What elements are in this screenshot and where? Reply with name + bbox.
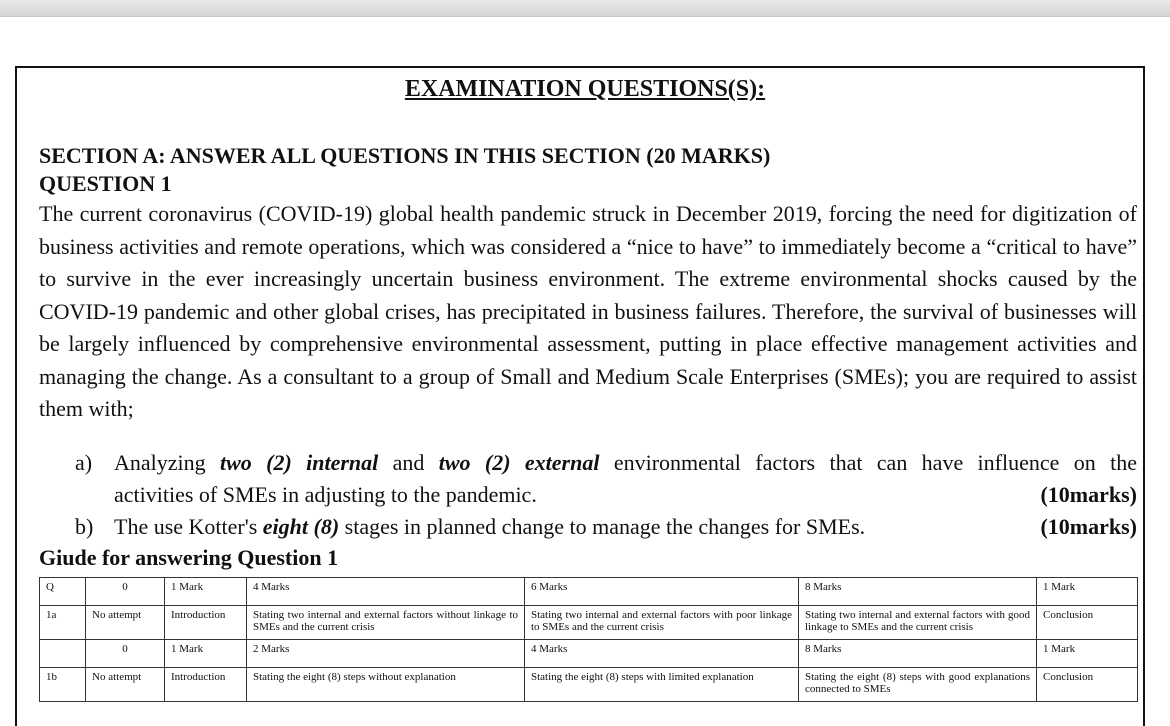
rubric-cell: 1 Mark (165, 640, 247, 668)
rubric-cell (40, 640, 86, 668)
part-a-emph-internal: two (2) internal (220, 450, 379, 475)
part-a-t3: environmental factors that can have influence on the (599, 450, 1137, 475)
rubric-cell: No attempt (86, 606, 165, 640)
rubric-cell: 4 Marks (525, 640, 799, 668)
rubric-row-1b (40, 668, 1138, 702)
rubric-cell: 0 (86, 640, 165, 668)
rubric-cell: Stating two internal and external factors with poor linkage to SMEs and the current crisis (525, 606, 799, 640)
part-b-emph-eight: eight (8) (262, 514, 340, 539)
part-a-marks: (10marks) (1040, 482, 1137, 507)
rubric-cell: 8 Marks (799, 640, 1037, 668)
rubric-cell: 1a (40, 606, 86, 640)
part-b-text (114, 511, 865, 543)
rubric-cell: Introduction (165, 606, 247, 640)
rubric-cell: 6 Marks (525, 578, 799, 606)
part-b-label: b) (75, 514, 94, 539)
part-b-t1: The use Kotter's (114, 514, 263, 539)
exam-title: EXAMINATION QUESTIONS(S): (404, 76, 766, 102)
rubric-cell: 1 Mark (1037, 578, 1138, 606)
rubric-cell: 8 Marks (799, 578, 1037, 606)
rubric-cell: 2 Marks (247, 640, 525, 668)
rubric-cell: 1 Mark (165, 578, 247, 606)
part-a-line2: activities of SMEs in adjusting to the pandemic. (114, 482, 537, 507)
rubric-cell: Q (40, 578, 86, 606)
rubric-cell: 1b (40, 668, 86, 702)
part-b-marks: (10marks) (1040, 514, 1137, 539)
rubric-cell: Stating two internal and external factors without linkage to SMEs and the current crisis (247, 606, 525, 640)
rubric-cell: 0 (86, 578, 165, 606)
part-a-text (114, 447, 1137, 479)
part-a-emph-external: two (2) external (438, 450, 600, 475)
part-a-t1: Analyzing (114, 450, 220, 475)
window-top-bar (0, 0, 1170, 17)
scenario-paragraph: The current coronavirus (COVID-19) global health pandemic struck in December 2019, forcing the need for digitization of business activities and remote operations, which was considered a “nice to have” to immediately become a “critical to have” to survive in the ever increasingly uncertain business environment. The extreme environmental shocks caused by the COVID-19 pandemic and other global crises, has precipitated in business failures. Therefore, the survival of businesses will be largely influenced by comprehensive environmental assessment, putting in place effective management activities and managing the change. As a consultant to a group of Small and Medium Scale Enterprises (SMEs); you are required to assist them with; (39, 201, 1137, 421)
part-b-t2: stages in planned change to manage the changes for SMEs. (339, 514, 866, 539)
rubric-cell: Introduction (165, 668, 247, 702)
rubric-cell: 4 Marks (247, 578, 525, 606)
part-a-t2: and (378, 450, 439, 475)
rubric-cell: Stating the eight (8) steps with good explanations connected to SMEs (799, 668, 1037, 702)
rubric-cell: Stating two internal and external factors with good linkage to SMEs and the current crisis (799, 606, 1037, 640)
rubric-cell: No attempt (86, 668, 165, 702)
rubric-header-row (40, 578, 1138, 606)
rubric-cell: Stating the eight (8) steps without explanation (247, 668, 525, 702)
question-heading: QUESTION 1 (39, 171, 172, 196)
rubric-cell: Conclusion (1037, 668, 1138, 702)
rubric-cell: 1 Mark (1037, 640, 1138, 668)
rubric-header-row-2 (40, 640, 1138, 668)
part-a-label: a) (75, 450, 93, 475)
rubric-cell: Stating the eight (8) steps with limited explanation (525, 668, 799, 702)
guide-heading: Giude for answering Question 1 (39, 545, 339, 570)
rubric-cell: Conclusion (1037, 606, 1138, 640)
rubric-row-1a (40, 606, 1138, 640)
rubric-table (39, 577, 1138, 702)
section-heading: SECTION A: ANSWER ALL QUESTIONS IN THIS SECTION (20 MARKS) (39, 143, 771, 168)
